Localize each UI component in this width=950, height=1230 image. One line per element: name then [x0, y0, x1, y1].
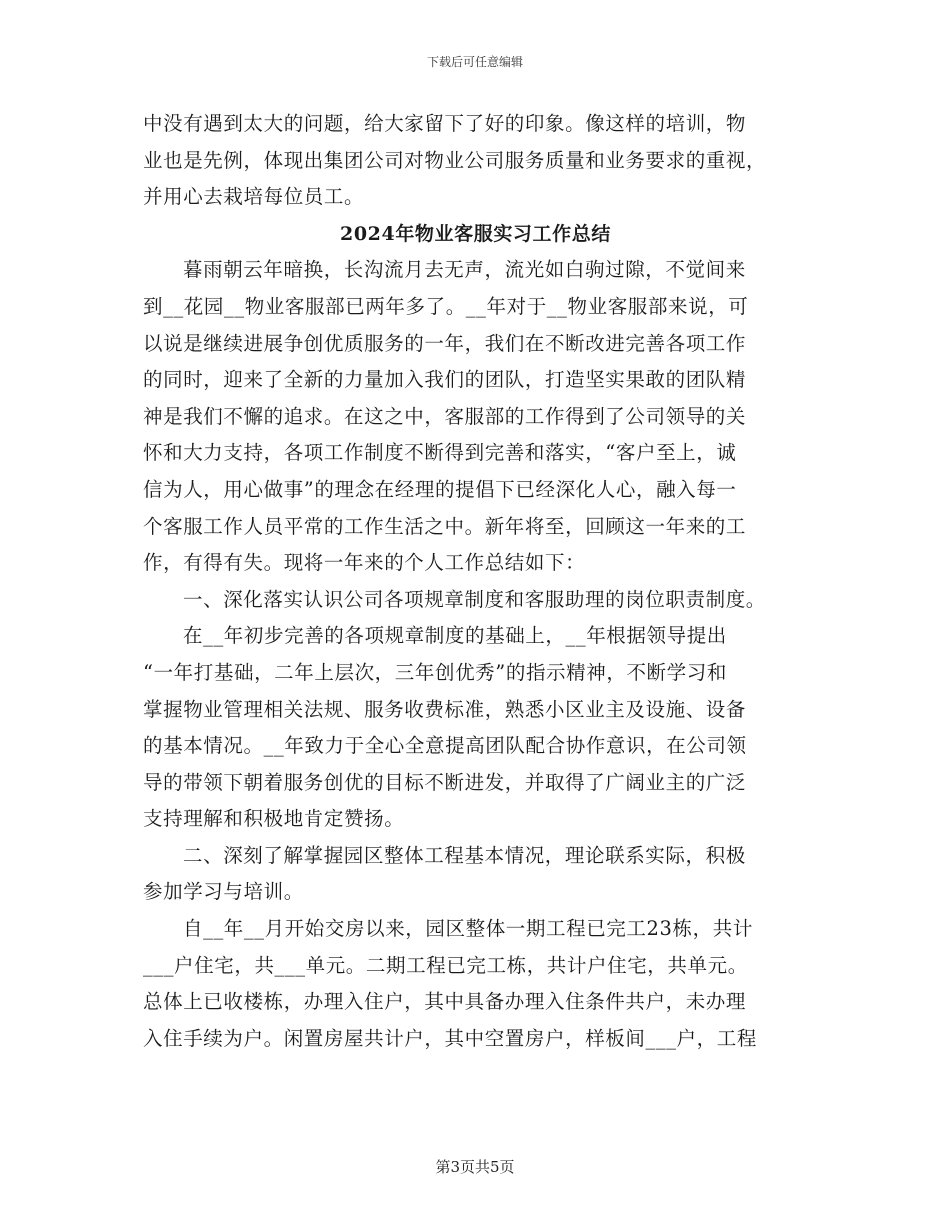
text-line: 的同时，迎来了全新的力量加入我们的团队，打造坚实果敢的团队精	[143, 368, 747, 392]
text-line: 总体上已收楼栋，办理入住户，其中具备办理入住条件共户，未办理	[143, 990, 747, 1014]
paragraph-line: 暮雨朝云年暗换，长沟流月去无声，流光如白驹过隙，不觉间来	[183, 258, 746, 282]
text-line: 的基本情况。__年致力于全心全意提高团队配合协作意识，在公司领	[143, 734, 747, 758]
paragraph-line: 在__年初步完善的各项规章制度的基础上，__年根据领导提出	[183, 624, 727, 648]
text-line: ___户住宅，共___单元。二期工程已完工栋，共计户住宅，共单元。	[143, 953, 748, 977]
text-line: “一年打基础，二年上层次，三年创优秀”的指示精神，不断学习和	[143, 660, 727, 684]
text-line: 入住手续为户。闲置房屋共计户，其中空置房户，样板间___户，工程	[143, 1026, 757, 1050]
text-line: 神是我们不懈的追求。在这之中，客服部的工作得到了公司领导的关	[143, 404, 747, 428]
page-header: 下载后可任意编辑	[426, 55, 523, 69]
document-body	[143, 106, 808, 1057]
text-line: 中没有遇到太大的问题，给大家留下了好的印象。像这样的培训，物	[143, 112, 747, 135]
text-line: 业也是先例，体现出集团公司对物业公司服务质量和业务要求的重视，	[143, 148, 767, 172]
text-line: 以说是继续进展争创优质服务的一年，我们在不断改进完善各项工作	[143, 331, 747, 355]
page-number-footer: 第3页共5页	[435, 1158, 515, 1176]
section-title: 2024年物业客服实习工作总结	[340, 222, 611, 245]
text-line: 支持理解和积极地肯定赞扬。	[143, 807, 405, 831]
paragraph-line: 自__年__月开始交房以来，园区整体一期工程已完工23栋，共计	[183, 917, 753, 941]
text-line: 参加学习与培训。	[143, 880, 304, 904]
text-line: 信为人，用心做事”的理念在经理的提倡下已经深化人心，融入每一	[143, 477, 737, 501]
text-line: 导的带领下朝着服务创优的目标不断进发，并取得了广阔业主的广泛	[143, 770, 747, 794]
text-line: 并用心去栽培每位员工。	[143, 185, 365, 209]
text-line: 到__花园__物业客服部已两年多了。__年对于__物业客服部来说，可	[143, 294, 749, 318]
text-line: 掌握物业管理相关法规、服务收费标准，熟悉小区业主及设施、设备	[143, 697, 747, 721]
text-line: 作，有得有失。现将一年来的个人工作总结如下：	[143, 551, 586, 575]
text-line: 怀和大力支持，各项工作制度不断得到完善和落实，“客户至上，诚	[143, 441, 737, 465]
text-line: 个客服工作人员平常的工作生活之中。新年将至，回顾这一年来的工	[143, 514, 747, 538]
subheading-line: 二、深刻了解掌握园区整体工程基本情况，理论联系实际，积极	[183, 843, 746, 867]
subheading-line: 一、深化落实认识公司各项规章制度和客服助理的岗位职责制度。	[183, 587, 766, 611]
